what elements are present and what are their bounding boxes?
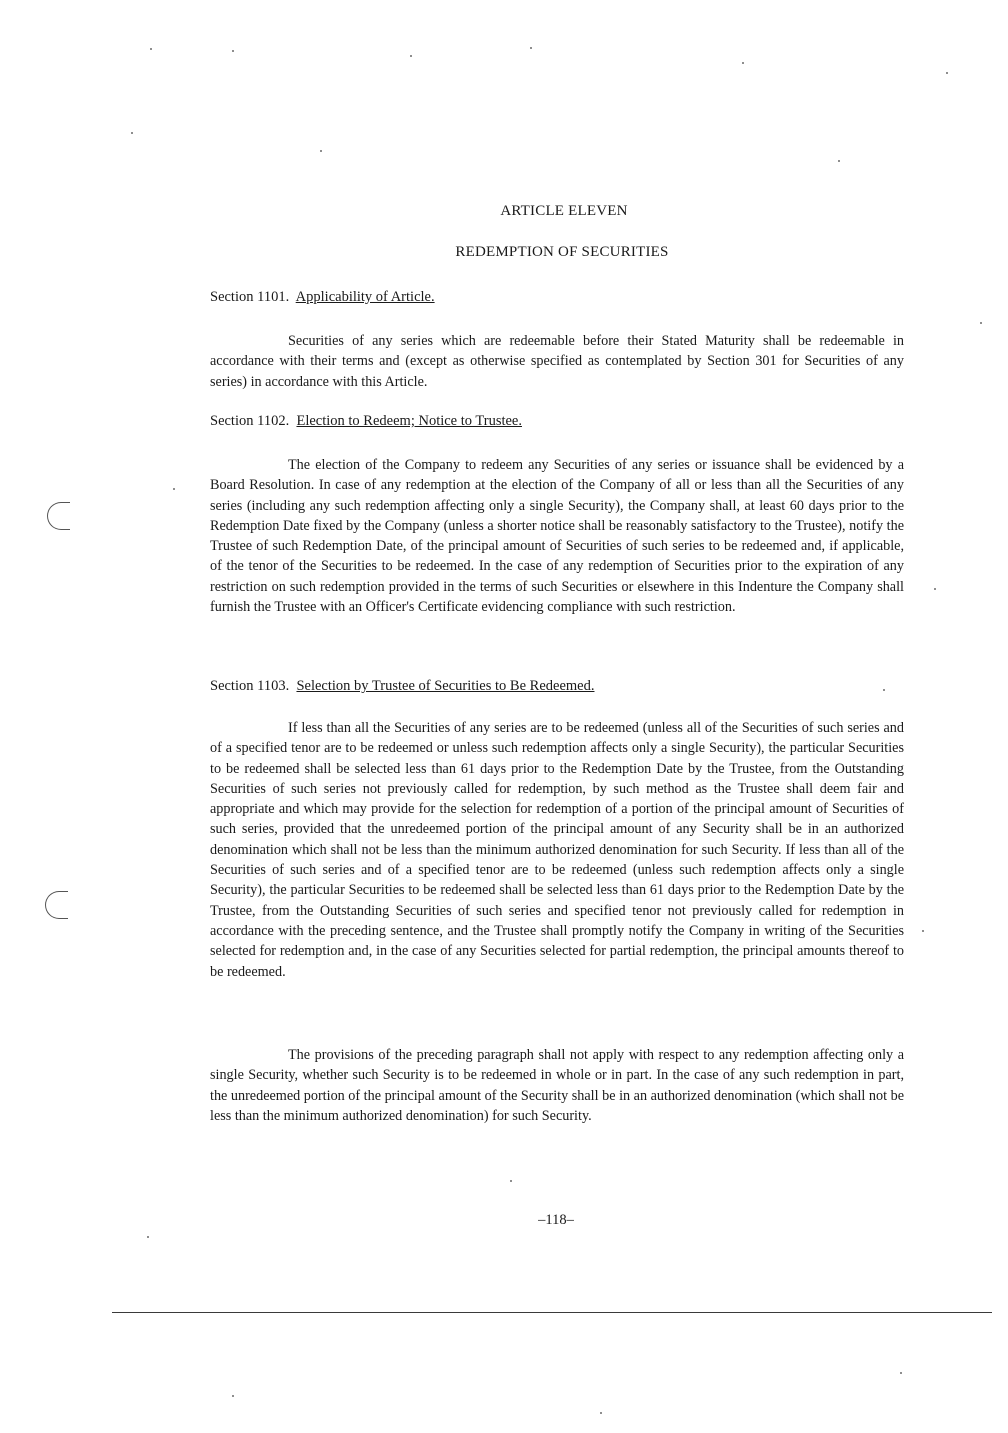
page-number: –118–	[538, 1212, 574, 1228]
scan-speck	[173, 488, 175, 490]
section-1102-paragraph: The election of the Company to redeem any Securities of any series or issuance shall be evidenced by a Board Resolution. In case of any redemption at the election of the Company of all or less than all the Securities of any series (including any such redemption affecting only a single Security), the Company shall, at least 60 days prior to the Redemption Date fixed by the Company (unless a shorter notice shall be reasonably satisfactory to the Trustee), notify the Trustee of such Redemption Date, of the principal amount of Securities of such series to be redeemed and, if applicable, of the tenor of the Securities to be redeemed. In the case of any redemption of Securities prior to the expiration of any restriction on such redemption provided in the terms of such Securities or elsewhere in this Indenture the Company shall furnish the Trustee with an Officer's Certificate evidencing compliance with such restriction.	[210, 457, 904, 616]
section-number: Section 1102.	[210, 413, 290, 429]
scan-speck	[150, 48, 152, 50]
scan-speck	[922, 930, 924, 932]
section-1102-heading	[210, 413, 522, 430]
section-title: Selection by Trustee of Securities to Be Redeemed.	[296, 678, 595, 694]
section-number: Section 1103.	[210, 678, 290, 694]
scan-speck	[900, 1372, 902, 1374]
scan-speck	[600, 1412, 602, 1414]
section-1101-heading	[210, 289, 435, 306]
article-title: ARTICLE ELEVEN	[500, 203, 628, 219]
scan-speck	[530, 47, 532, 49]
section-1103-heading	[210, 678, 594, 695]
binder-hole-mark	[45, 891, 68, 919]
scan-speck	[131, 132, 133, 134]
section-1101-paragraph: Securities of any series which are redeemable before their Stated Maturity shall be redeemable in accordance with their terms and (except as otherwise specified as contemplated by Section 301 for Securities of any series) in accordance with this Article.	[210, 333, 904, 390]
binder-hole-mark	[47, 502, 70, 530]
scan-speck	[510, 1180, 512, 1182]
scan-speck	[980, 322, 982, 324]
scan-speck	[934, 588, 936, 590]
section-1103-paragraph-1: If less than all the Securities of any series are to be redeemed (unless all of the Securities of such series and of a specified tenor are to be redeemed or unless such redemption affects only a single Security), the particular Securities to be redeemed shall be selected less than 61 days prior to the Redemption Date by the Trustee, from the Outstanding Securities of such series not previously called for redemption, by such method as the Trustee shall deem fair and appropriate and which may provide for the selection for redemption of a portion of the principal amount of Securities of such series, provided that the unredeemed portion of the principal amount of any Security shall be in an authorized denomination which shall not be less than the minimum authorized denomination for such Security. If less than all of the Securities of such series and of a specified tenor are to be redeemed (unless such redemption affects only a single Security), the particular Securities to be redeemed shall be selected less than 61 days prior to the Redemption Date by the Trustee, from the Outstanding Securities of such series and specified tenor not previously called for redemption in accordance with the preceding sentence, and the Trustee shall promptly notify the Company in writing of the Securities selected for redemption and, in the case of any Securities selected for partial redemption, the principal amounts thereof to be redeemed.	[210, 720, 904, 980]
scan-speck	[320, 150, 322, 152]
scan-speck	[946, 72, 948, 74]
article-subtitle: REDEMPTION OF SECURITIES	[455, 244, 669, 260]
scan-speck	[883, 689, 885, 691]
section-title: Applicability of Article.	[295, 289, 435, 305]
scan-speck	[838, 160, 840, 162]
section-1103-paragraph-2: The provisions of the preceding paragraph shall not apply with respect to any redemption affecting only a single Security, whether such Security is to be redeemed in whole or in part. In the case of any such redemption in part, the unredeemed portion of the principal amount of the Security shall be in an authorized denomination (which shall not be less than the minimum authorized denomination) for such Security.	[210, 1047, 904, 1124]
scan-speck	[232, 50, 234, 52]
scan-speck	[410, 55, 412, 57]
scan-speck	[147, 1236, 149, 1238]
section-number: Section 1101.	[210, 289, 290, 305]
footer-rule	[112, 1312, 992, 1313]
section-title: Election to Redeem; Notice to Trustee.	[296, 413, 522, 429]
scan-speck	[232, 1395, 234, 1397]
scan-speck	[742, 62, 744, 64]
